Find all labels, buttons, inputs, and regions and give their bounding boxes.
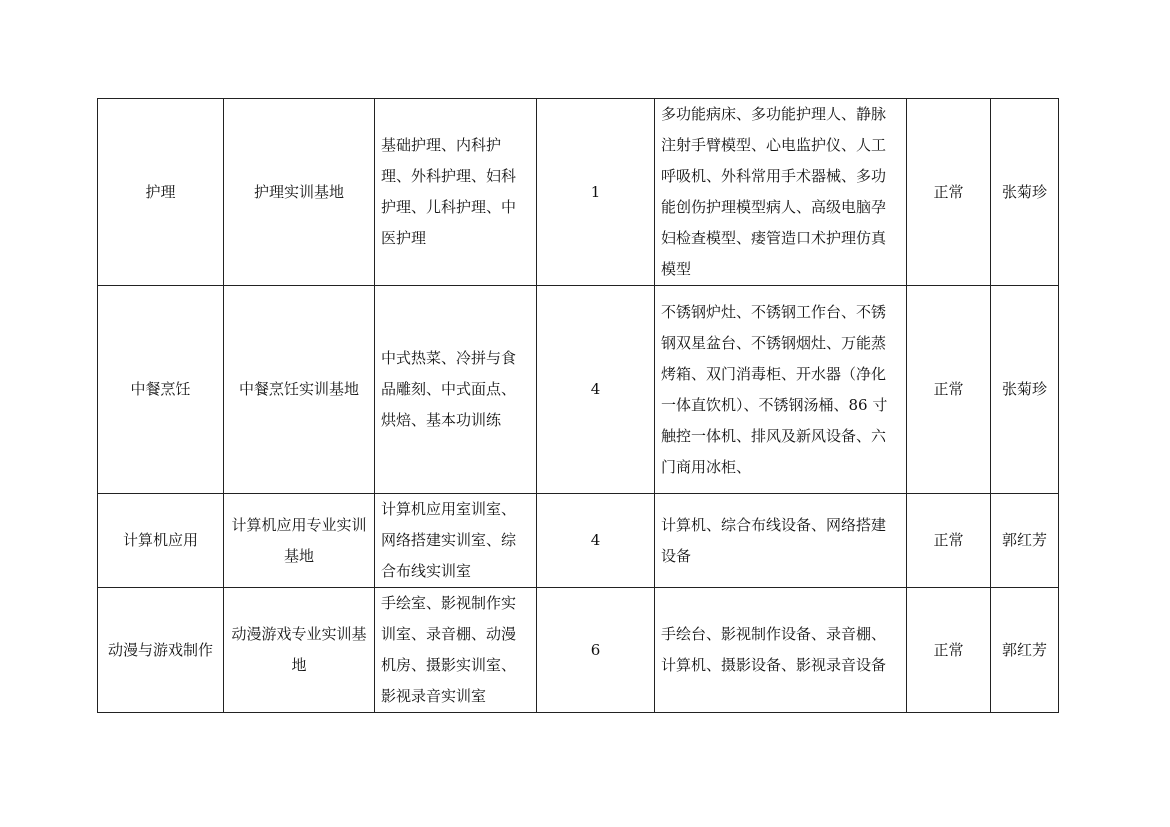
training-base-cell: 动漫游戏专业实训基地 <box>224 588 375 713</box>
manager-cell: 郭红芳 <box>991 494 1059 588</box>
training-rooms-cell: 基础护理、内科护理、外科护理、妇科护理、儿科护理、中医护理 <box>375 99 537 286</box>
training-rooms-cell: 手绘室、影视制作实训室、录音棚、动漫机房、摄影实训室、影视录音实训室 <box>375 588 537 713</box>
status-cell: 正常 <box>907 286 991 494</box>
training-rooms-cell: 计算机应用室训室、网络搭建实训室、综合布线实训室 <box>375 494 537 588</box>
equipment-cell: 多功能病床、多功能护理人、静脉注射手臂模型、心电监护仪、人工呼吸机、外科常用手术器械、多功能创伤护理模型病人、高级电脑孕妇检查模型、瘘管造口术护理仿真模型 <box>655 99 907 286</box>
table-row <box>98 286 1059 494</box>
training-base-cell: 护理实训基地 <box>224 99 375 286</box>
manager-cell: 张菊珍 <box>991 286 1059 494</box>
status-cell: 正常 <box>907 588 991 713</box>
manager-cell: 张菊珍 <box>991 99 1059 286</box>
training-rooms-cell: 中式热菜、冷拼与食品雕刻、中式面点、烘焙、基本功训练 <box>375 286 537 494</box>
count-cell: 4 <box>537 494 655 588</box>
count-cell: 4 <box>537 286 655 494</box>
training-base-cell: 计算机应用专业实训基地 <box>224 494 375 588</box>
table-row <box>98 99 1059 286</box>
training-base-cell: 中餐烹饪实训基地 <box>224 286 375 494</box>
major-cell: 中餐烹饪 <box>98 286 224 494</box>
status-cell: 正常 <box>907 99 991 286</box>
manager-cell: 郭红芳 <box>991 588 1059 713</box>
table-row <box>98 588 1059 713</box>
table-row <box>98 494 1059 588</box>
count-cell: 1 <box>537 99 655 286</box>
major-cell: 护理 <box>98 99 224 286</box>
count-cell: 6 <box>537 588 655 713</box>
major-cell: 动漫与游戏制作 <box>98 588 224 713</box>
equipment-cell: 计算机、综合布线设备、网络搭建设备 <box>655 494 907 588</box>
status-cell: 正常 <box>907 494 991 588</box>
equipment-cell: 不锈钢炉灶、不锈钢工作台、不锈钢双星盆台、不锈钢烟灶、万能蒸烤箱、双门消毒柜、开水器（净化一体直饮机）、不锈钢汤桶、86 寸触控一体机、排风及新风设备、六门商用冰柜、 <box>655 286 907 494</box>
major-cell: 计算机应用 <box>98 494 224 588</box>
equipment-cell: 手绘台、影视制作设备、录音棚、计算机、摄影设备、影视录音设备 <box>655 588 907 713</box>
training-base-table <box>97 98 1059 713</box>
